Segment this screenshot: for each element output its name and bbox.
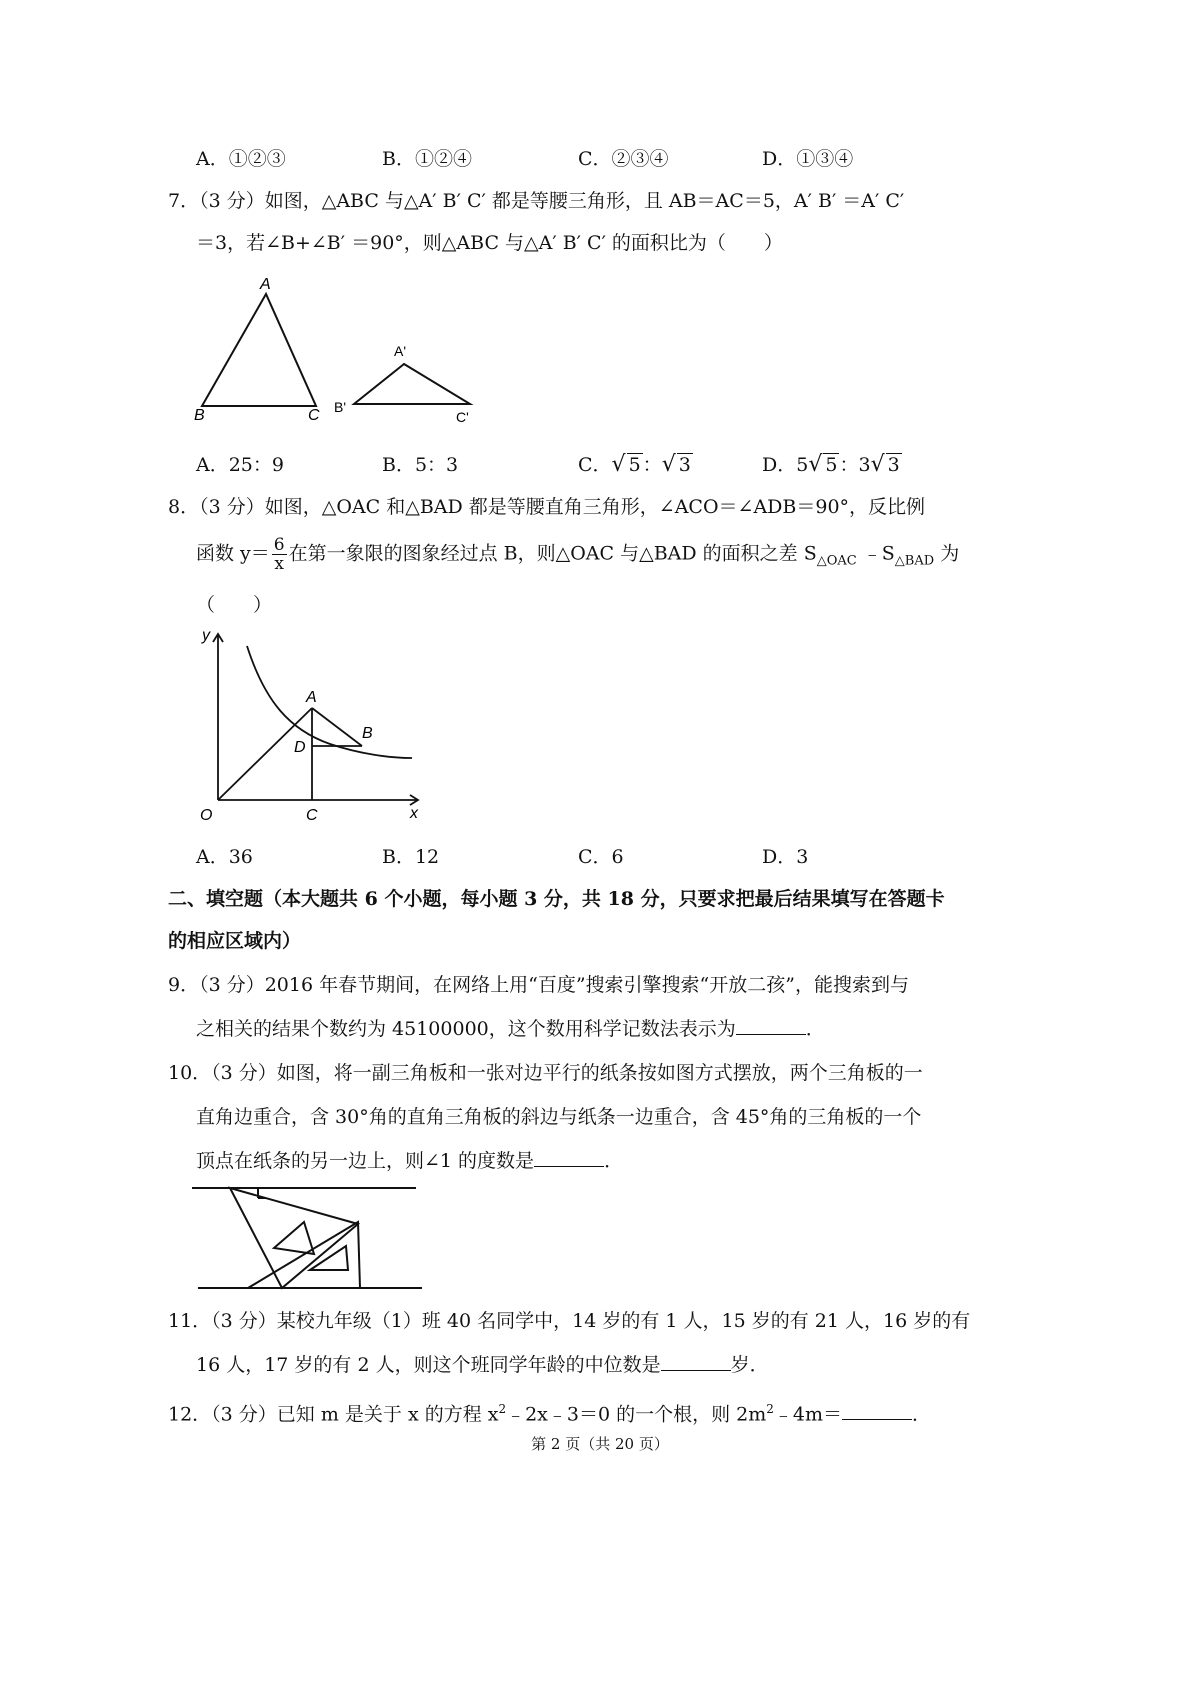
section2-heading-line2: 的相应区域内） bbox=[168, 930, 302, 952]
q6-option-a: A．①②③ bbox=[196, 148, 286, 170]
answer-blank[interactable] bbox=[736, 1016, 806, 1035]
answer-blank[interactable] bbox=[842, 1401, 912, 1420]
q8-figure bbox=[190, 622, 430, 832]
triangle-abc bbox=[202, 294, 316, 406]
label-a: A bbox=[260, 276, 271, 293]
label-a: A bbox=[306, 689, 317, 706]
q11-stem-line1: 11．（3 分）某校九年级（1）班 40 名同学中，14 岁的有 1 人，15 岁的有 21 人，16 岁的有 bbox=[168, 1310, 971, 1332]
hyperbola-curve bbox=[247, 646, 412, 758]
label-b: B bbox=[362, 725, 373, 742]
label-c-prime: C' bbox=[456, 409, 469, 425]
q7-stem-line1: 7．（3 分）如图，△ABC 与△A′ B′ C′ 都是等腰三角形，且 AB＝AC＝5，A′ B′ ＝A′ C′ bbox=[168, 190, 905, 212]
page-footer: 第 2 页（共 20 页） bbox=[531, 1435, 669, 1453]
answer-blank[interactable] bbox=[661, 1352, 731, 1371]
q12-stem: 12．（3 分）已知 m 是关于 x 的方程 $x^2﹣2x﹣3=0$ 的一个根，则 $2m^2﹣4m=$ ． bbox=[168, 1402, 932, 1426]
q8-stem-line2: 函数 y＝ $\frac{6}{x}$ 在第一象限的图象经过点 B，则△OAC 与△BAD 的面积之差 $S_{\triangle OAC}$ $﹣S_{\triangle BAD}$ 为 bbox=[196, 535, 960, 574]
label-y: y bbox=[202, 627, 210, 644]
q11-stem-line2: 16 人，17 岁的有 2 人，则这个班同学年龄的中位数是 岁． bbox=[196, 1354, 769, 1376]
q10-stem-line1: 10．（3 分）如图，将一副三角板和一张对边平行的纸条按如图方式摆放，两个三角板的一 bbox=[168, 1062, 923, 1084]
label-c: C bbox=[308, 407, 320, 424]
section2-heading-line1: 二、填空题（本大题共 6 个小题，每小题 3 分，共 18 分，只要求把最后结果填写在答题卡 bbox=[168, 888, 945, 910]
label-d: D bbox=[294, 739, 306, 756]
label-o: O bbox=[200, 807, 213, 824]
q7-option-c: C．√ 5 ：√ 3 bbox=[578, 452, 691, 477]
triangle-30-outer bbox=[230, 1188, 358, 1288]
q10-stem-line2: 直角边重合，含 30°角的直角三角板的斜边与纸条一边重合，含 45°角的三角板的一个 bbox=[196, 1106, 922, 1128]
label-b: B bbox=[194, 407, 205, 424]
q7-option-b: B．5：3 bbox=[382, 454, 459, 476]
label-a-prime: A' bbox=[394, 343, 407, 359]
fraction-6-over-x: $\frac{6}{x}$ bbox=[273, 535, 285, 574]
q8-option-d: D．3 bbox=[762, 846, 809, 868]
q7-option-d: D．5√ 5 ：3√ 3 bbox=[762, 452, 900, 477]
q9-stem-line2: 之相关的结果个数约为 45100000，这个数用科学记数法表示为 ． bbox=[196, 1018, 825, 1040]
q8-option-a: A．36 bbox=[196, 846, 253, 868]
q6-option-b: B．①②④ bbox=[382, 148, 472, 170]
triangle-a1b1c1 bbox=[354, 364, 470, 404]
q10-figure bbox=[190, 1184, 430, 1294]
q6-option-d: D．①③④ bbox=[762, 148, 854, 170]
q10-stem-line3: 顶点在纸条的另一边上，则∠1 的度数是 ． bbox=[196, 1150, 624, 1172]
q8-option-c: C．6 bbox=[578, 846, 624, 868]
q7-figure bbox=[190, 272, 490, 432]
label-c: C bbox=[306, 807, 318, 824]
q6-option-c: C．②③④ bbox=[578, 148, 669, 170]
q7-stem-line2: ＝3，若∠B+∠B′ ＝90°，则△ABC 与△A′ B′ C′ 的面积比为（ ） bbox=[196, 232, 783, 254]
answer-blank[interactable] bbox=[534, 1148, 604, 1167]
q8-stem-line1: 8．（3 分）如图，△OAC 和△BAD 都是等腰直角三角形，∠ACO＝∠ADB＝90°，反比例 bbox=[168, 496, 926, 518]
label-x: x bbox=[410, 805, 418, 822]
q9-stem-line1: 9．（3 分）2016 年春节期间，在网络上用“百度”搜索引擎搜索“开放二孩”，能搜索到与 bbox=[168, 974, 909, 996]
q7-option-a: A．25：9 bbox=[196, 454, 284, 476]
q8-option-b: B．12 bbox=[382, 846, 440, 868]
q8-stem-line3: （ ） bbox=[196, 594, 273, 616]
triangle-30-inner bbox=[274, 1222, 314, 1254]
label-b-prime: B' bbox=[334, 399, 347, 415]
